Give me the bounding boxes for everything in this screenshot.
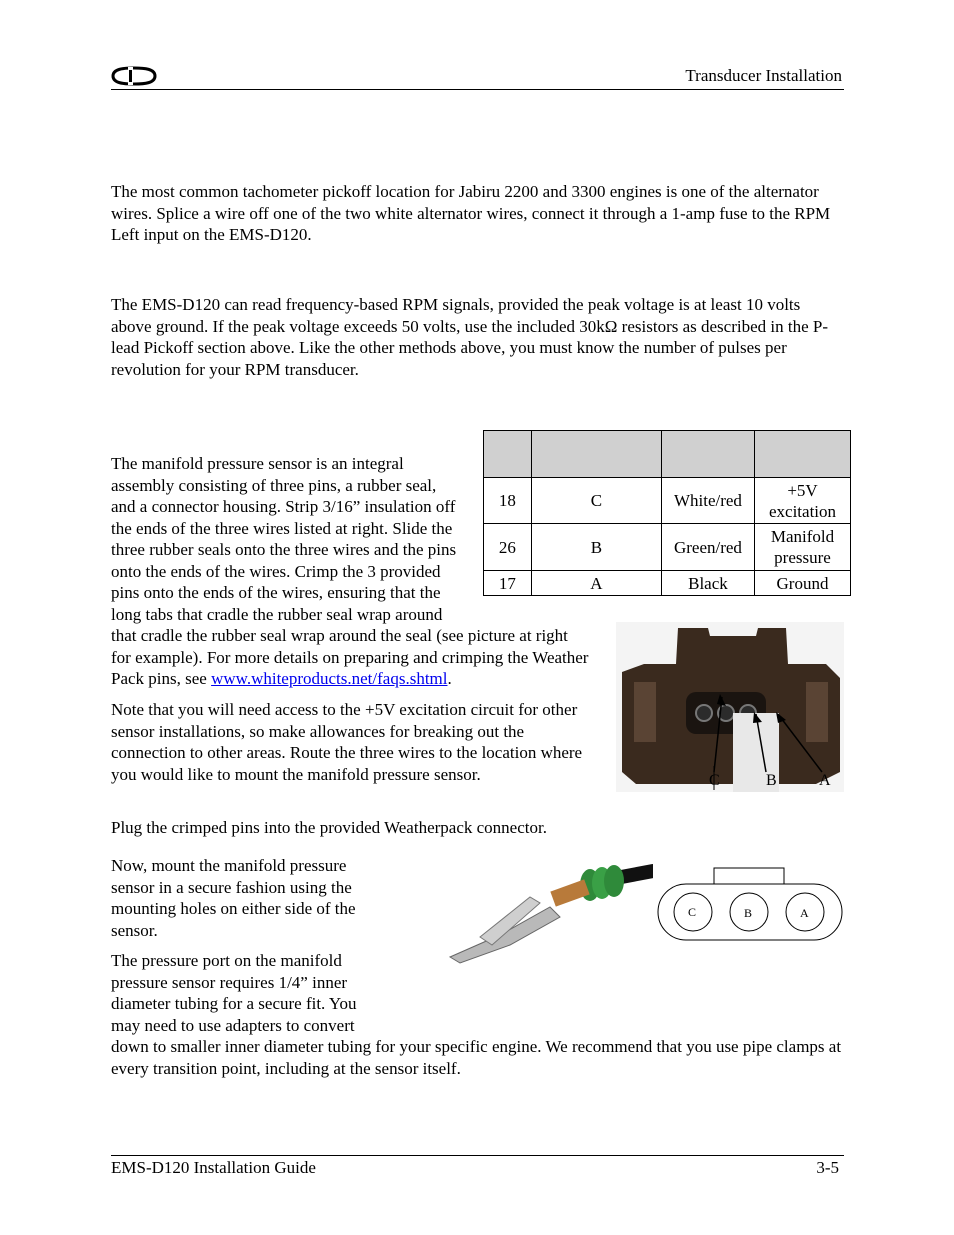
photo-label-a: A	[819, 772, 831, 789]
table-header-cell	[531, 431, 661, 478]
sensor-illustration	[616, 622, 844, 792]
pin-number: 18	[484, 478, 532, 524]
diagram-label-b: B	[744, 906, 753, 920]
plug-paragraph: Plug the crimped pins into the provided Weatherpack connector.	[111, 818, 547, 837]
note-paragraph: Note that you will need access to the +5V excitation circuit for other sensor installations, so make allowances for breaking out the connection to other areas. Route the three wires to the location where you would like to mount the manifold pressure sensor.	[111, 700, 583, 784]
diagram-label-c: C	[688, 905, 697, 919]
pin-function: +5V excitation	[755, 478, 851, 524]
table-header-cell	[755, 431, 851, 478]
pin-table	[483, 430, 851, 596]
mount-paragraph: Now, mount the manifold pressure sensor in a secure fashion using the mounting holes on either side of the sensor.	[111, 856, 356, 940]
pin-letter: C	[531, 478, 661, 524]
section-title: Transducer Installation	[685, 66, 842, 85]
sensor-photo	[616, 622, 844, 792]
header-divider	[111, 89, 844, 90]
port-text: The pressure port on the manifold pressure sensor requires 1/4” inner diameter tubing for a secure fit. You may need to use adapters to convert	[111, 951, 357, 1035]
crimp-pin-illustration	[440, 857, 653, 972]
company-logo	[111, 66, 157, 86]
table-header-cell	[484, 431, 532, 478]
port-paragraph	[111, 950, 383, 1036]
pin-number: 26	[484, 524, 532, 571]
pin-function: Manifold pressure	[755, 524, 851, 571]
photo-label-b: B	[766, 772, 777, 789]
wire-color: Green/red	[661, 524, 754, 571]
footer-divider	[111, 1155, 844, 1156]
guide-title: EMS-D120 Installation Guide	[111, 1158, 316, 1177]
whiteproducts-link[interactable]: www.whiteproducts.net/faqs.shtml	[211, 669, 448, 688]
manifold-paragraph-top	[111, 453, 463, 625]
connector-diagram	[657, 866, 843, 942]
pin-letter: B	[531, 524, 661, 571]
diagram-label-a: A	[800, 906, 809, 920]
wire-color: White/red	[661, 478, 754, 524]
crimp-pin-photo	[440, 857, 653, 972]
photo-label-c: C	[709, 772, 720, 789]
jabiru-paragraph: The most common tachometer pickoff location for Jabiru 2200 and 3300 engines is one of the alternator wires. Splice a wire off one of the two white alternator wires, connect it through a 1-amp fuse to the RPM Left input on the EMS-D120.	[111, 182, 831, 244]
manifold-paragraph-bottom: that cradle the rubber seal wrap around the seal (see picture at right for example). For more details on preparing and crimping the Weather Pack pins, see www.whiteproducts.net/faqs.shtml.	[111, 626, 589, 688]
wire-color: Black	[661, 571, 754, 596]
table-header-row	[484, 431, 851, 478]
table-header-cell	[661, 431, 754, 478]
pin-letter: A	[531, 571, 661, 596]
table-row	[484, 524, 851, 571]
pin-function: Ground	[755, 571, 851, 596]
frequency-paragraph: The EMS-D120 can read frequency-based RPM signals, provided the peak voltage is at least 10 volts above ground. If the peak voltage exceeds 50 volts, use the included 30kΩ resistors as described in the P-lead Pickoff section above. Like the other methods above, you must know the number of pulses per revolution for your RPM transducer.	[111, 295, 828, 379]
connector-outline	[657, 866, 843, 942]
table-row	[484, 478, 851, 524]
table-row	[484, 571, 851, 596]
page-number: 3-5	[816, 1158, 839, 1177]
manifold-text: The manifold pressure sensor is an integral assembly consisting of three pins, a rubber seal, and a connector housing. Strip 3/16” insulation off the ends of the three wires listed at right. Slide the three rubber seals onto the three wires and the pins onto the ends of the wires. Crimp the 3 provided pins onto the ends of the wires, ensuring that the long tabs that cradle the rubber seal wrap around	[111, 454, 457, 624]
pin-number: 17	[484, 571, 532, 596]
port-paragraph-continued: down to smaller inner diameter tubing for your specific engine. We recommend that you use pipe clamps at every transition point, including at the sensor itself.	[111, 1037, 842, 1078]
